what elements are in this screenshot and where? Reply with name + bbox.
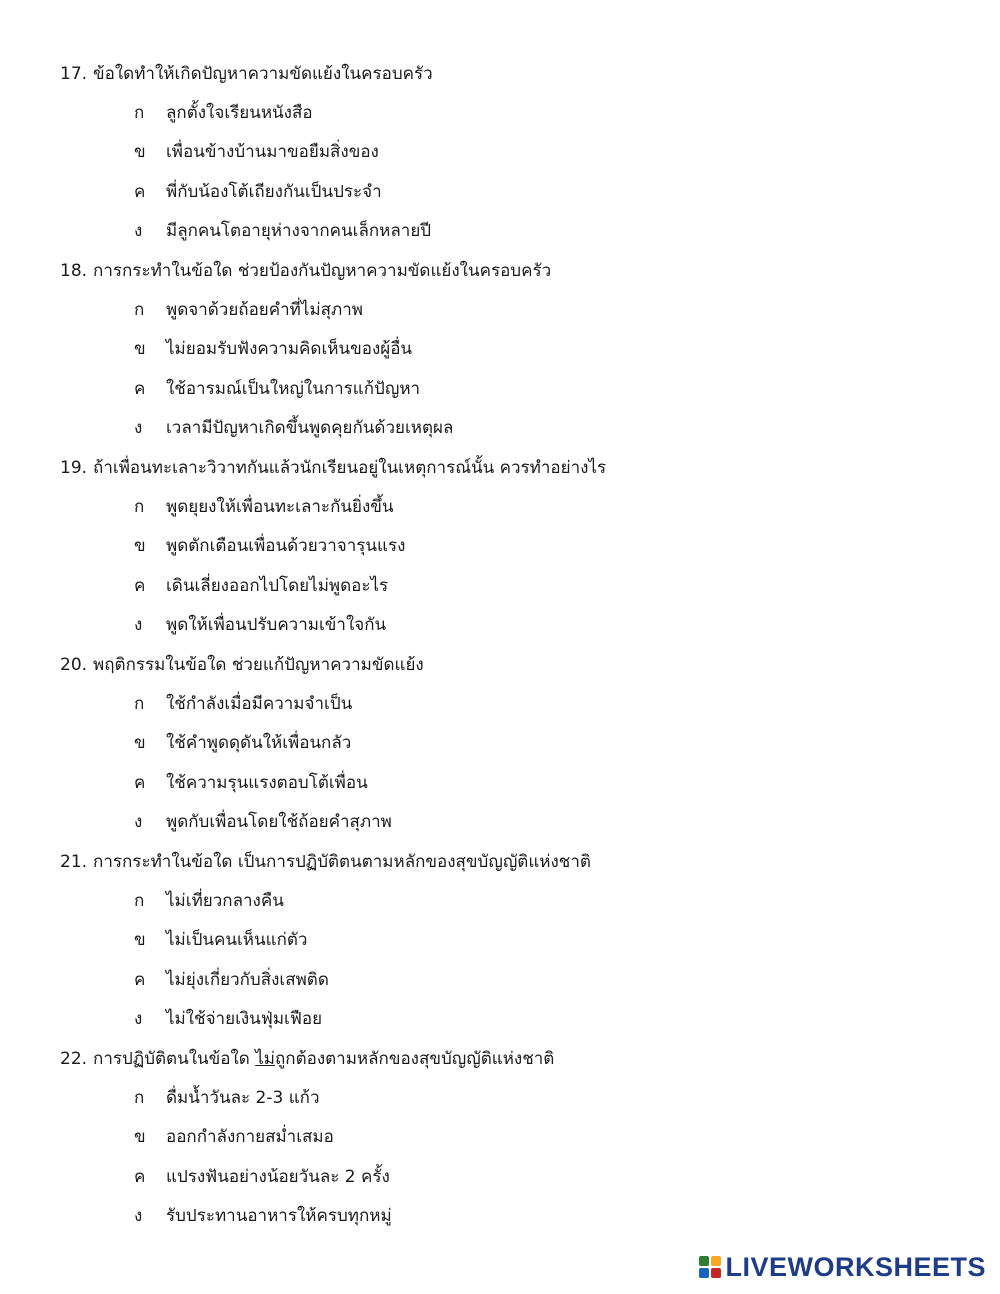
choice-text: ไม่ใช้จ่ายเงินฟุ่มเฟือย — [166, 1009, 323, 1030]
question-19 — [60, 448, 960, 646]
choice-letter: ข — [134, 339, 146, 360]
question-22 — [60, 1039, 960, 1237]
logo-tile — [711, 1268, 721, 1278]
choice-text: เดินเลี่ยงออกไปโดยไม่พูดอะไร — [166, 575, 389, 596]
choice-letter: ก — [134, 497, 145, 517]
choice-letter: ค — [134, 181, 146, 202]
choice-text: แปรงฟันอย่างน้อยวันละ 2 ครั้ง — [166, 1166, 390, 1187]
choice-option[interactable] — [60, 606, 960, 645]
question-text — [60, 54, 960, 94]
choice-text: พูดยุยงให้เพื่อนทะเลาะกันยิ่งขึ้น — [166, 497, 394, 517]
question-prompt: การกระทำในข้อใด เป็นการปฏิบัติตนตามหลักของสุขบัญญัติแห่งชาติ — [93, 852, 591, 872]
choice-option[interactable] — [60, 1000, 960, 1039]
question-17 — [60, 54, 960, 252]
question-text — [60, 1039, 960, 1079]
question-number: 21. — [60, 852, 88, 872]
choice-text: พี่กับน้องโต้เถียงกันเป็นประจำ — [166, 181, 382, 202]
choice-letter: ก — [134, 1088, 145, 1108]
question-text — [60, 448, 960, 488]
choice-letter: ง — [134, 418, 143, 439]
choice-text: ใช้กำลังเมื่อมีความจำเป็น — [166, 694, 353, 714]
choice-option[interactable] — [60, 133, 960, 172]
choice-letter: ค — [134, 378, 146, 399]
choice-text: ใช้อารมณ์เป็นใหญ่ในการแก้ปัญหา — [166, 378, 421, 399]
question-20 — [60, 645, 960, 843]
choice-letter: ก — [134, 694, 145, 714]
choice-letter: ง — [134, 1206, 143, 1227]
question-prompt: พฤติกรรมในข้อใด ช่วยแก้ปัญหาความขัดแย้ง — [93, 655, 424, 675]
choice-letter: ง — [134, 1009, 143, 1030]
choice-option[interactable] — [60, 724, 960, 763]
choice-text: เวลามีปัญหาเกิดขึ้นพูดคุยกันด้วยเหตุผล — [166, 418, 454, 439]
choice-letter: ค — [134, 772, 146, 793]
question-number: 22. — [60, 1049, 88, 1069]
choice-text: ใช้คำพูดดุดันให้เพื่อนกลัว — [166, 733, 352, 754]
choice-text: ใช้ความรุนแรงตอบโต้เพื่อน — [166, 772, 368, 793]
question-18 — [60, 251, 960, 449]
choice-text: พูดกับเพื่อนโดยใช้ถ้อยคำสุภาพ — [166, 812, 392, 833]
logo-tile — [711, 1256, 721, 1266]
choice-option[interactable] — [60, 764, 960, 803]
choice-text: รับประทานอาหารให้ครบทุกหมู่ — [166, 1206, 392, 1227]
choice-option[interactable] — [60, 409, 960, 448]
choice-option[interactable] — [60, 567, 960, 606]
choice-letter: ค — [134, 575, 146, 596]
choice-option[interactable] — [60, 488, 960, 527]
choice-letter: ง — [134, 615, 143, 636]
choice-text: ไม่เป็นคนเห็นแก่ตัว — [166, 930, 308, 951]
question-text — [60, 842, 960, 882]
question-prompt-after: ถูกต้องตามหลักของสุขบัญญัติแห่งชาติ — [274, 1049, 555, 1069]
choice-option[interactable] — [60, 291, 960, 330]
choice-letter: ง — [134, 812, 143, 833]
choice-option[interactable] — [60, 173, 960, 212]
choice-letter: ข — [134, 536, 146, 557]
choice-text: ออกกำลังกายสม่ำเสมอ — [166, 1127, 334, 1148]
choice-option[interactable] — [60, 1079, 960, 1118]
liveworksheets-brand — [699, 1252, 986, 1282]
question-number: 17. — [60, 64, 88, 84]
choice-text: พูดตักเตือนเพื่อนด้วยวาจารุนแรง — [166, 536, 406, 557]
question-prompt: การกระทำในข้อใด ช่วยป้องกันปัญหาความขัดแย้งในครอบครัว — [93, 261, 552, 281]
choice-text: พูดจาด้วยถ้อยคำที่ไม่สุภาพ — [166, 300, 363, 320]
choice-text: ดื่มน้ำวันละ 2-3 แก้ว — [166, 1088, 320, 1108]
choice-text: พูดให้เพื่อนปรับความเข้าใจกัน — [166, 615, 387, 636]
choice-option[interactable] — [60, 961, 960, 1000]
choice-option[interactable] — [60, 370, 960, 409]
logo-tile — [699, 1268, 709, 1278]
question-number: 20. — [60, 655, 88, 675]
choice-option[interactable] — [60, 1197, 960, 1236]
choice-letter: ข — [134, 930, 146, 951]
choice-option[interactable] — [60, 803, 960, 842]
choice-letter: ก — [134, 103, 145, 123]
choice-text: ไม่ยอมรับฟังความคิดเห็นของผู้อื่น — [166, 339, 413, 360]
choice-text: ลูกตั้งใจเรียนหนังสือ — [166, 103, 313, 123]
choice-letter: ง — [134, 221, 143, 242]
choice-letter: ข — [134, 142, 146, 163]
choice-text: ไม่เที่ยวกลางคืน — [166, 891, 284, 911]
question-text — [60, 251, 960, 291]
question-prompt-before: การปฏิบัติตนในข้อใด — [93, 1049, 256, 1069]
logo-tile — [699, 1256, 709, 1266]
choice-option[interactable] — [60, 921, 960, 960]
question-prompt: ข้อใดทำให้เกิดปัญหาความขัดแย้งในครอบครัว — [93, 64, 433, 84]
question-number: 18. — [60, 261, 88, 281]
choice-text: มีลูกคนโตอายุห่างจากคนเล็กหลายปี — [166, 221, 432, 242]
choice-letter: ค — [134, 1166, 146, 1187]
question-text — [60, 645, 960, 685]
choice-letter: ข — [134, 733, 146, 754]
choice-letter: ข — [134, 1127, 146, 1148]
choice-letter: ค — [134, 969, 146, 990]
choice-option[interactable] — [60, 882, 960, 921]
question-21 — [60, 842, 960, 1040]
choice-option[interactable] — [60, 527, 960, 566]
choice-text: เพื่อนข้างบ้านมาขอยืมสิ่งของ — [166, 142, 379, 163]
choice-text: ไม่ยุ่งเกี่ยวกับสิ่งเสพติด — [166, 969, 329, 990]
choice-letter: ก — [134, 300, 145, 320]
choice-option[interactable] — [60, 1118, 960, 1157]
choice-option[interactable] — [60, 212, 960, 251]
question-number: 19. — [60, 458, 88, 478]
choice-option[interactable] — [60, 330, 960, 369]
question-prompt: ถ้าเพื่อนทะเลาะวิวาทกันแล้วนักเรียนอยู่ในเหตุการณ์นั้น ควรทำอย่างไร — [93, 458, 607, 478]
choice-option[interactable] — [60, 1158, 960, 1197]
brand-text: LIVEWORKSHEETS — [725, 1251, 986, 1282]
liveworksheets-logo-icon — [699, 1256, 721, 1278]
question-negation-underlined: ไม่ — [255, 1049, 275, 1069]
choice-option[interactable] — [60, 685, 960, 724]
choice-option[interactable] — [60, 94, 960, 133]
choice-letter: ก — [134, 891, 145, 911]
